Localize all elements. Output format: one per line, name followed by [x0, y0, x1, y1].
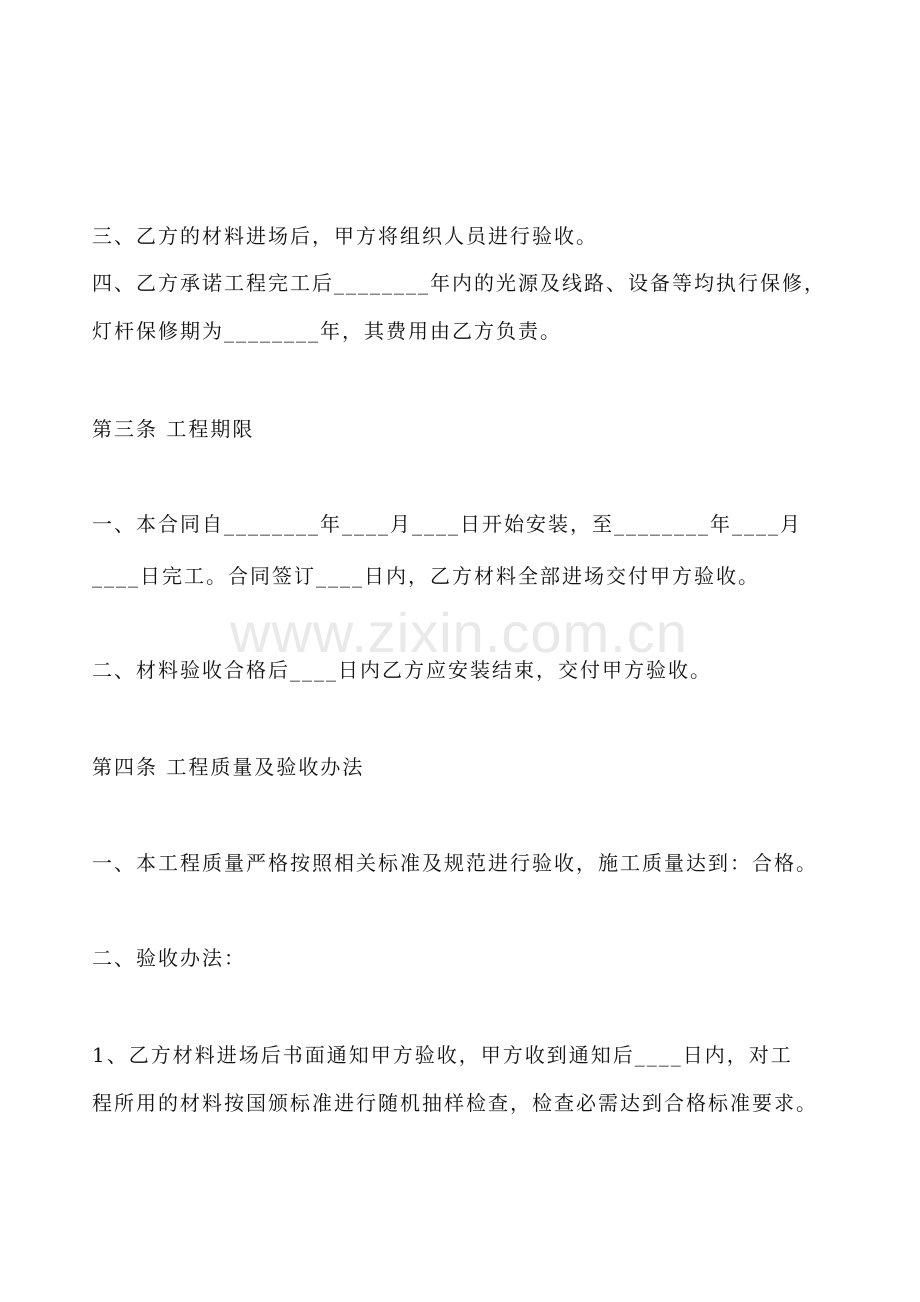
clause-item-4-line-1: 四、乙方承诺工程完工后________年内的光源及线路、设备等均执行保修，: [92, 271, 826, 295]
article-4-sub-1-line-2: 程所用的材料按国颁标准进行随机抽样检查，检查必需达到合格标准要求。: [92, 1091, 818, 1115]
article-3-heading: 第三条 工程期限: [92, 417, 255, 441]
article-4-item-2: 二、验收办法：: [92, 946, 246, 970]
article-4-item-1: 一、本工程质量严格按照相关标准及规范进行验收，施工质量达到：合格。: [92, 851, 818, 875]
article-4-heading: 第四条 工程质量及验收办法: [92, 755, 365, 779]
clause-item-4-line-2: 灯杆保修期为________年，其费用由乙方负责。: [92, 319, 562, 343]
article-4-sub-1-line-1: 1、乙方材料进场后书面通知甲方验收，甲方收到通知后____日内，对工: [92, 1043, 793, 1067]
article-3-item-1-line-1: 一、本合同自________年____月____日开始安装，至________年____月: [92, 512, 802, 536]
article-3-item-1-line-2: ____日完工。合同签订____日内，乙方材料全部进场交付甲方验收。: [92, 564, 760, 588]
article-3-item-2: 二、材料验收合格后____日内乙方应安装结束，交付甲方验收。: [92, 658, 712, 682]
clause-item-3: 三、乙方的材料进场后，甲方将组织人员进行验收。: [92, 224, 598, 248]
watermark: www.zixin.com.cn: [230, 601, 688, 664]
